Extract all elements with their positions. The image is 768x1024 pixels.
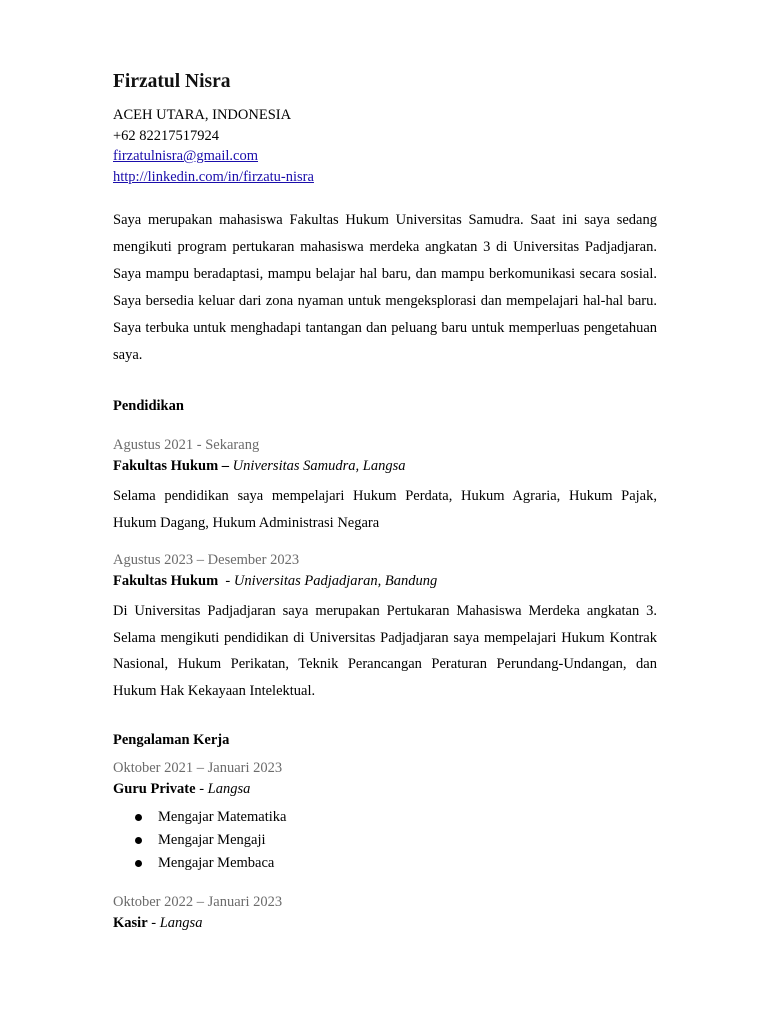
entry-place: Universitas Padjadjaran, Bandung [233,573,438,589]
entry-description: Di Universitas Padjadjaran saya merupakan Pertukaran Mahasiswa Merdeka angkatan 3. Selama mengikuti pendidikan di Universitas Padjadjaran saya mempelajari Hukum Kontrak Nasional, Hukum Perikatan, Teknik Perancangan Peraturan Perundang-Undangan, dan Hukum Hak Kekayaan Intelektual. [113,603,657,699]
bullet-icon [135,837,142,844]
email-link[interactable]: firzatulnisra@gmail.com [113,148,259,164]
entry-separator: – [218,458,233,474]
entry-place: Langsa [159,915,203,931]
entry-heading [113,912,657,934]
contact-block [113,105,657,187]
work-entry [113,758,657,875]
entry-date: Oktober 2022 – Januari 2023 [113,894,283,910]
location-text: ACEH UTARA, INDONESIA [113,107,292,123]
list-item [135,829,657,852]
entry-date: Agustus 2021 - Sekarang [113,437,260,453]
phone-text: +62 82217517924 [113,127,220,144]
entry-heading [113,778,657,800]
linkedin-link[interactable]: http://linkedin.com/in/firzatu-nisra [113,168,314,185]
entry-heading [113,455,657,477]
list-item [135,852,657,875]
entry-heading [113,570,657,592]
list-item-text: Mengajar Matematika [158,809,287,825]
duties-list [113,806,657,875]
entry-place: Langsa [207,781,251,797]
entry-role: Kasir [113,915,148,931]
entry-separator: - [147,915,160,931]
education-entry [113,550,657,704]
list-item [135,806,657,829]
entry-role: Fakultas Hukum [113,458,219,474]
section-title-work: Pengalaman Kerja [113,732,230,748]
entry-date: Oktober 2021 – Januari 2023 [113,760,283,776]
entry-date: Agustus 2023 – Desember 2023 [113,552,300,568]
bullet-icon [135,814,142,821]
entry-role: Fakultas Hukum [113,573,219,589]
resume-page [113,68,657,934]
education-entry [113,435,657,536]
resume-name: Firzatul Nisra [113,71,231,92]
entry-description: Selama pendidikan saya mempelajari Hukum Perdata, Hukum Agraria, Hukum Pajak, Hukum Dagang, Hukum Administrasi Negara [113,488,657,531]
bullet-icon [135,860,142,867]
entry-place: Universitas Samudra, Langsa [232,458,406,474]
entry-separator: - [195,781,208,797]
list-item-text: Mengajar Mengaji [158,832,266,848]
summary-paragraph: Saya merupakan mahasiswa Fakultas Hukum Universitas Samudra. Saat ini saya sedang mengikuti program pertukaran mahasiswa merdeka angkatan 3 di Universitas Padjadjaran. Saya mampu beradaptasi, mampu belajar hal baru, dan mampu berkomunikasi secara sosial. Saya bersedia keluar dari zona nyaman untuk mengeksplorasi dan mempelajari hal-hal baru. Saya terbuka untuk menghadapi tantangan dan peluang baru untuk memperluas pengetahuan saya. [113,212,657,363]
entry-role: Guru Private [113,781,196,797]
list-item-text: Mengajar Membaca [158,855,275,871]
entry-separator: - [218,573,234,589]
section-title-education: Pendidikan [113,398,184,414]
work-entry [113,892,657,934]
